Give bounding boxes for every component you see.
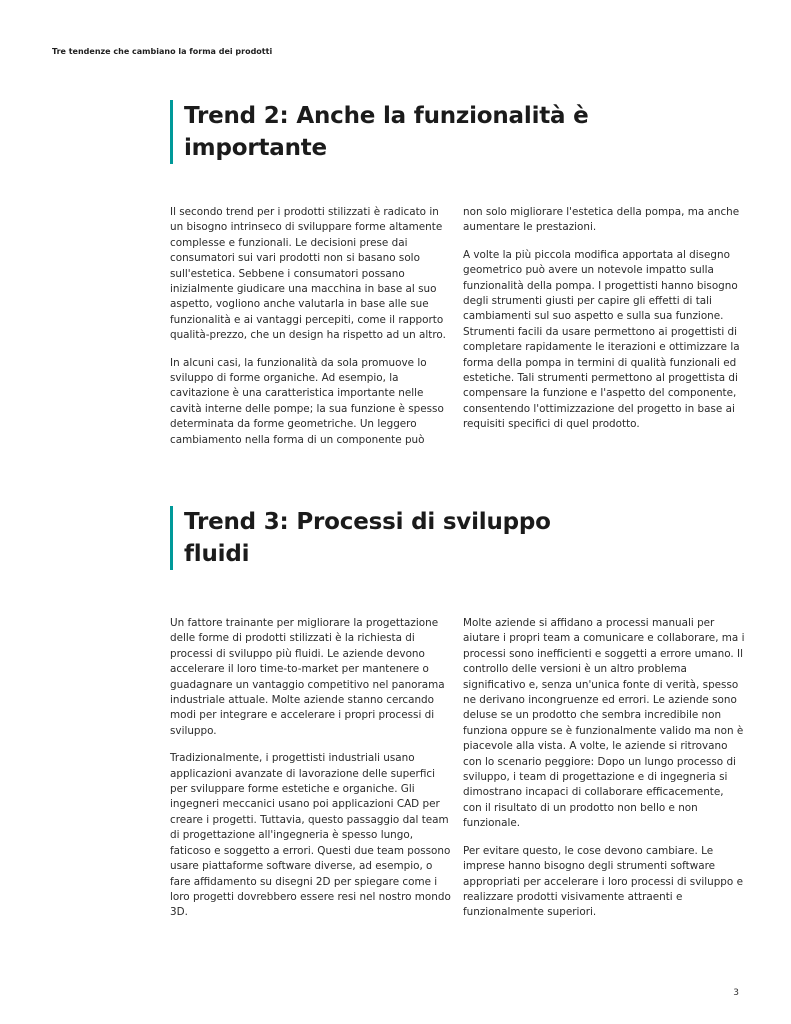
paragraph: non solo migliorare l'estetica della pompa, ma anche aumentare le prestazioni. xyxy=(463,206,740,234)
paragraph: A volte la più piccola modifica apportata al disegno geometrico può avere un notevole impatto sulla funzionalità della pompa. I progettisti hanno bisogno degli strumenti giusti per capire gli effetti di tali cambiamenti sul suo aspetto e sulla sua funzione. Strumenti facili da usare permettono ai progettisti di completare rapidamente le iterazioni e ottimizzare la forma della pompa in termini di qualità funzionali ed estetiche. Tali strumenti permettono al progettista di compensare la funzione e l'aspetto del componente, consentendo l'ottimizzazione del progetto in base ai requisiti specifici di quel prodotto. xyxy=(463,248,740,431)
section-heading-trend-3 xyxy=(170,506,604,570)
trend-3-column-left xyxy=(170,616,452,933)
paragraph: Molte aziende si affidano a processi manuali per aiutare i propri team a comunicare e collaborare, ma i processi sono inefficienti e soggetti a errore umano. Il controllo delle versioni è un altro problema significativo e, senza un'unica fonte di verità, spesso ne derivano incongruenze ed errori. Le aziende sono deluse se un prodotto che sembra incredibile non funziona oppure se è funzionalmente valido ma non è piacevole alla vista. A volte, le aziende si ritrovano con lo scenario peggiore: Dopo un lungo processo di sviluppo, i team di progettazione e di ingegneria si dimostrano incapaci di collaborare efficacemente, con il risultato di un prodotto non bello e non funzionale. xyxy=(463,617,745,830)
paragraph: Un fattore trainante per migliorare la progettazione delle forme di prodotti stilizzati è la richiesta di processi di sviluppo più fluidi. Le aziende devono accelerare il loro time-to-market per mantenere o guadagnare un vantaggio competitivo nel panorama industriale attuale. Molte aziende stanno cercando modi per integrare e accelerare i propri processi di sviluppo. xyxy=(170,617,445,737)
trend-2-column-right xyxy=(463,205,745,445)
trend-2-column-left xyxy=(170,205,452,460)
trend-3-column-right xyxy=(463,616,745,933)
paragraph: Il secondo trend per i prodotti stilizzati è radicato in un bisogno intrinseco di sviluppare forme altamente complesse e funzionali. Le decisioni prese dai consumatori sui vari prodotti non si basano solo sull'estetica. Sebbene i consumatori possano inizialmente giudicare una macchina in base al suo aspetto, vogliono anche valutarla in base alle sue funzionalità e ai vantaggi percepiti, come il rapporto qualità-prezzo, che un design ha rispetto ad un altro. xyxy=(170,206,446,342)
section-title: Trend 2: Anche la funzionalità è importante xyxy=(184,103,589,161)
paragraph: Tradizionalmente, i progettisti industriali usano applicazioni avanzate di lavorazione delle superfici per sviluppare forme estetiche e organiche. Gli ingegneri meccanici usano poi applicazioni CAD per creare i progetti. Tuttavia, questo passaggio dal team di progettazione all'ingegneria è spesso lungo, faticoso e soggetto a errori. Questi due team possono usare piattaforme software diverse, ad esempio, o fare affidamento su disegni 2D per spiegare come i loro progetti dovrebbero essere resi nel nostro mondo 3D. xyxy=(170,752,451,919)
section-heading-trend-2 xyxy=(170,100,604,164)
paragraph: In alcuni casi, la funzionalità da sola promuove lo sviluppo di forme organiche. Ad esempio, la cavitazione è una caratteristica importante nelle cavità interne delle pompe; la sua funzione è spesso determinata da forme geometriche. Un leggero cambiamento nella forma di un componente può xyxy=(170,356,444,446)
paragraph: Per evitare questo, le cose devono cambiare. Le imprese hanno bisogno degli strumenti software appropriati per accelerare i loro processi di sviluppo e realizzare prodotti visivamente attraenti e funzionalmente superiori. xyxy=(463,844,743,919)
running-header: Tre tendenze che cambiano la forma dei prodotti xyxy=(52,47,273,56)
section-title: Trend 3: Processi di sviluppo fluidi xyxy=(184,509,551,567)
page-number: 3 xyxy=(733,988,739,998)
